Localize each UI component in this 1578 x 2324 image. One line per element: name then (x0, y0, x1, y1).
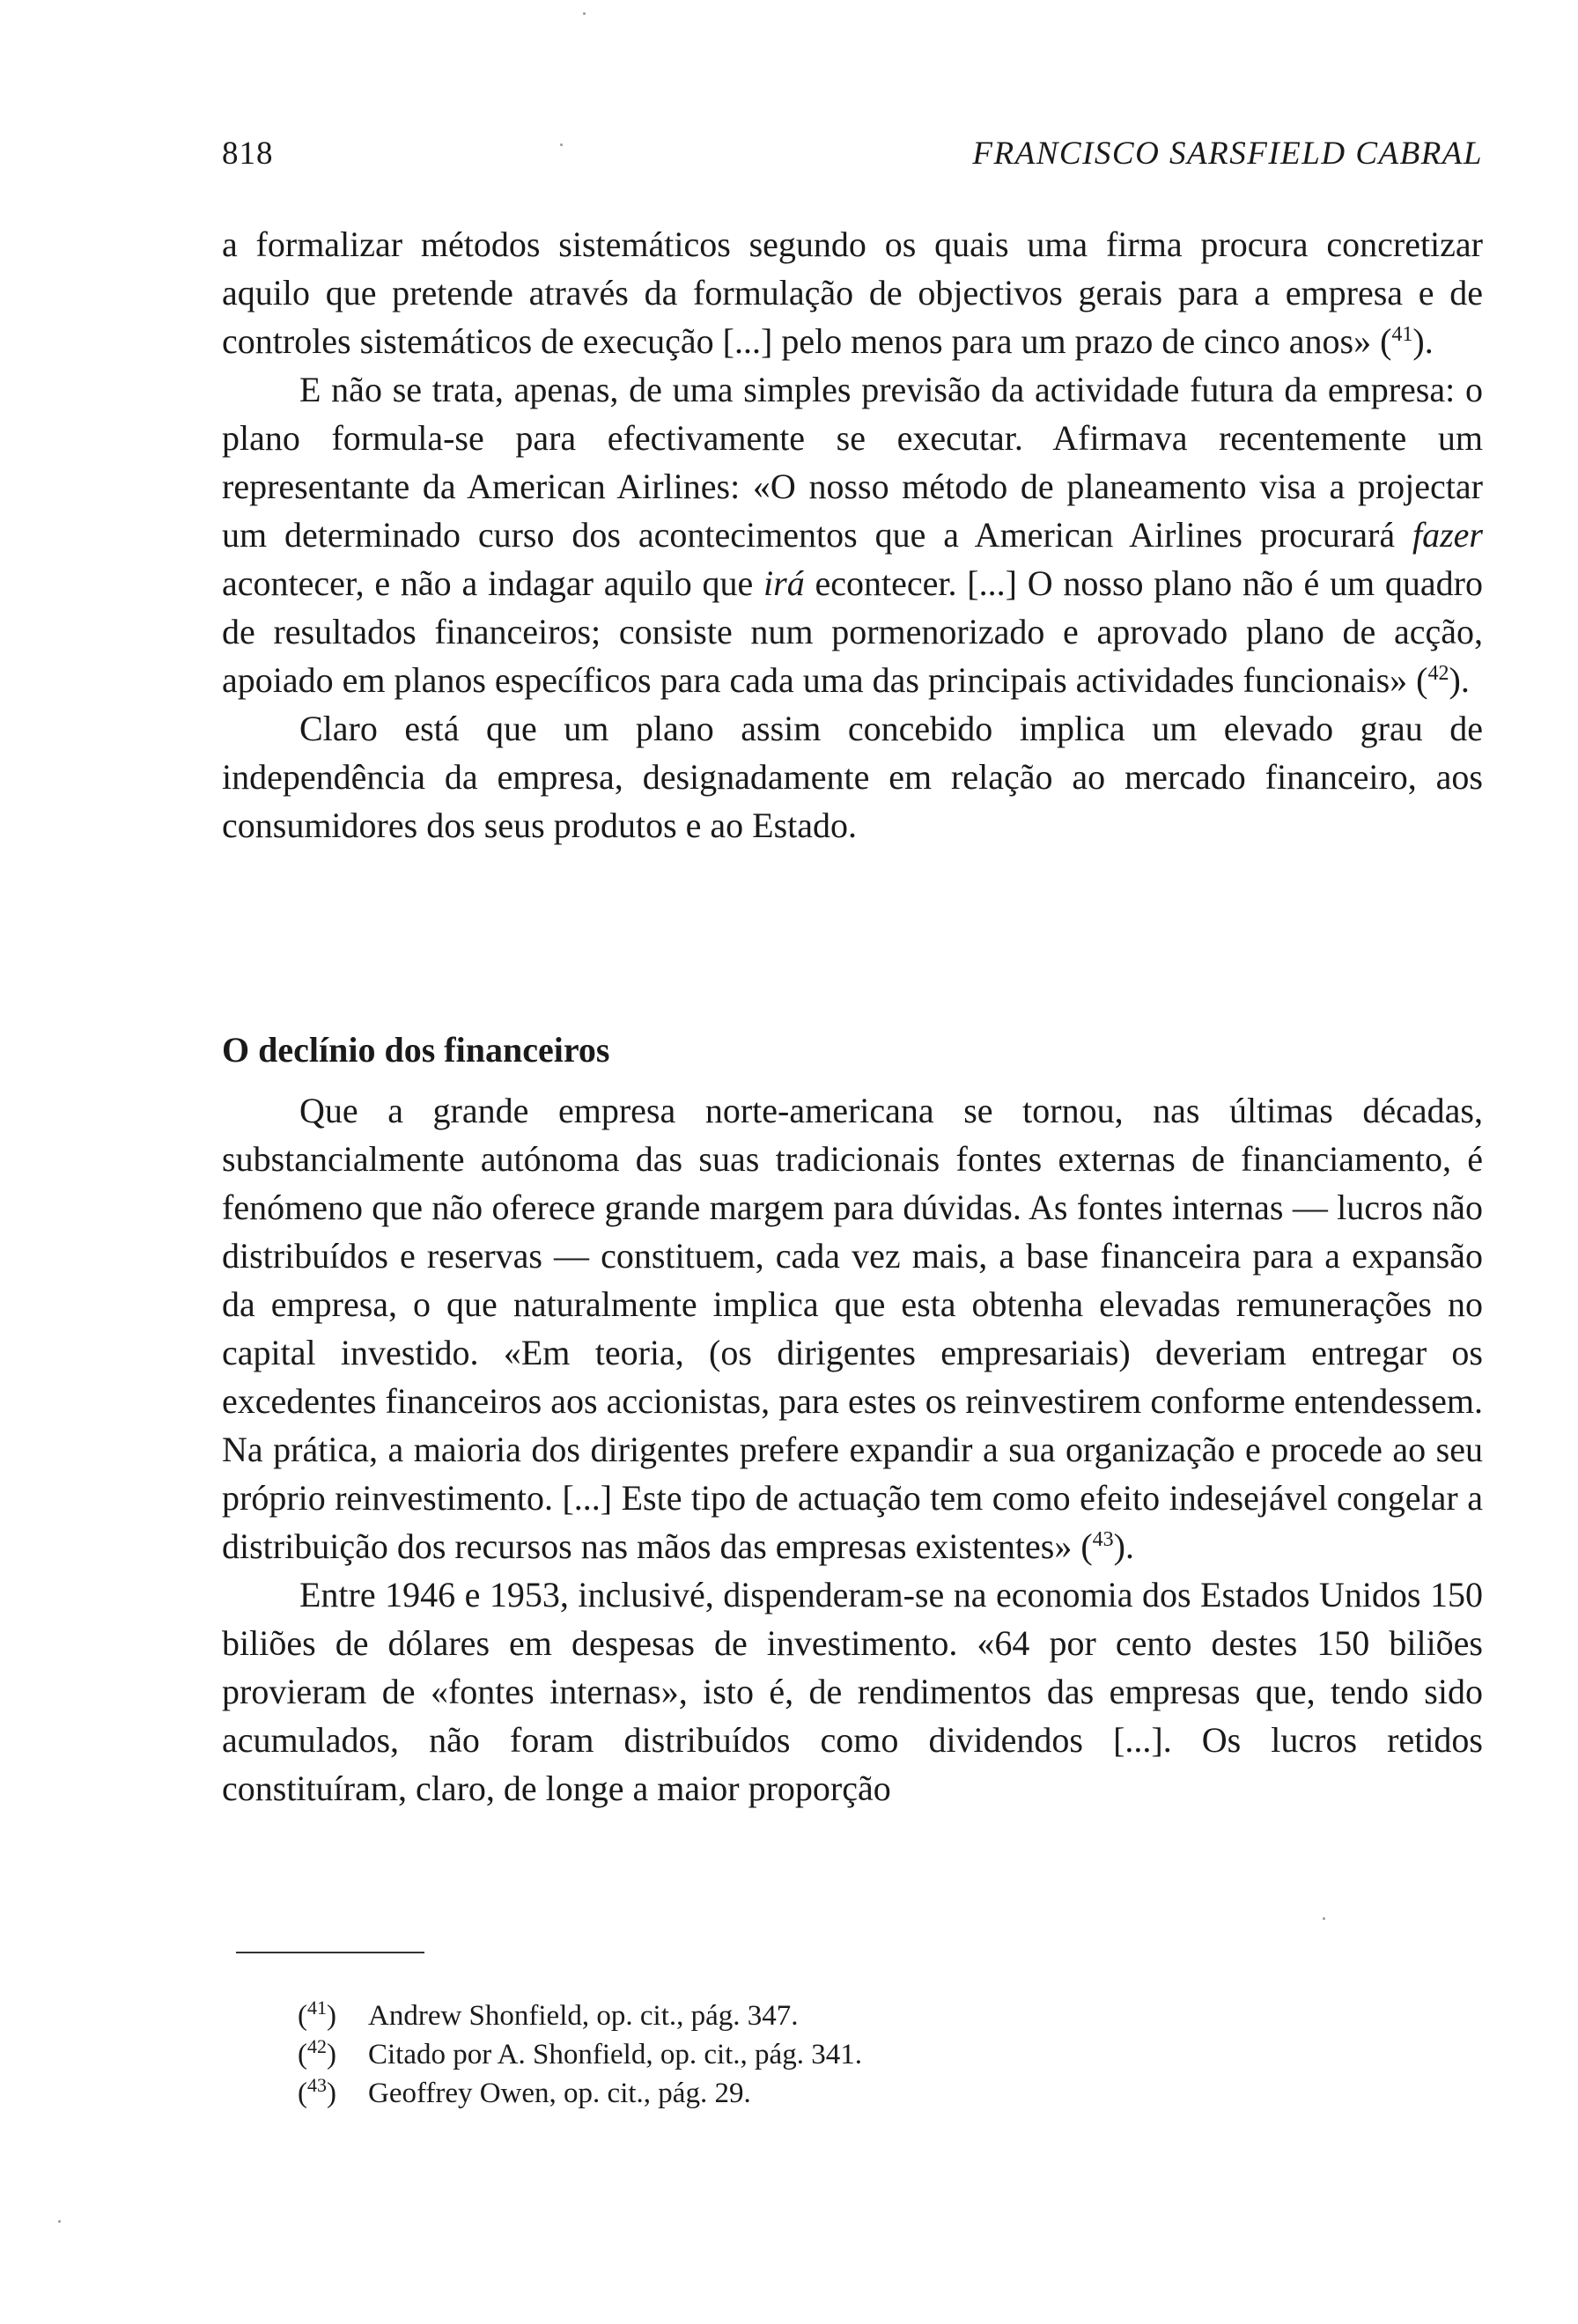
running-head (222, 132, 1483, 176)
paragraph-text: ). (1113, 1526, 1134, 1566)
page-number: 818 (222, 136, 274, 172)
footnote-text: Geoffrey Owen, op. cit., pág. 29. (368, 2078, 751, 2109)
scan-speck (1323, 1917, 1325, 1920)
footnote-41 (298, 1997, 1442, 2035)
paragraph-text: a formalizar métodos sistemáticos segundo os quais uma firma procura concretizar aquilo que pretende através da formulação de objectivos gerais para a empresa e de controles sistemáticos de execução [...] pelo menos para um prazo de cinco anos» ( (222, 224, 1483, 361)
paragraph-investimento: Entre 1946 e 1953, inclusivé, dispenderam-se na economia dos Estados Unidos 150 biliões de dólares em despesas de investimento. «64 por cento destes 150 biliões provieram de «fontes internas», isto é, de rendimentos das empresas que, tendo sido acumulados, não foram distribuídos como dividendos [...]. Os lucros retidos constituíram, claro, de longe a maior proporção (222, 1575, 1483, 1808)
footnote-number: ($^{41}$) (298, 1997, 336, 2032)
footnote-number-text: 41 (307, 1997, 327, 2019)
footnote-number: ($^{43}$) (298, 2074, 336, 2109)
paragraph-text: econtecer. [...] O nosso plano não é um quadro de resultados financeiros; consiste num pormenorizado e aprovado plano de acção, apoiado em planos específicos para cada uma das principais actividades funcionais» ( (222, 563, 1483, 700)
footnote-43 (298, 2074, 1442, 2113)
paragraph-text: E não se trata, apenas, de uma simples previsão da actividade futura da empresa: o plano formula-se para efectivamente se executar. Afirmava recentemente um representante da American Airlines: «O nosso método de planeamento visa a projectar um determinado curso dos acontecimentos que a American Airlines procurará (222, 370, 1483, 555)
footnote-ref-42: 42 (1427, 662, 1449, 685)
footnote-ref-41: 41 (1391, 323, 1413, 346)
running-title: FRANCISCO SARSFIELD CABRAL (972, 136, 1483, 172)
italic-text: irá (763, 563, 805, 603)
section-heading: O declínio dos financeiros (222, 1030, 610, 1070)
footnote-text: Andrew Shonfield, op. cit., pág. 347. (368, 2000, 799, 2032)
paragraph-text: ). (1449, 660, 1470, 700)
footnotes (298, 1997, 1442, 2113)
scan-speck (560, 143, 563, 146)
paragraph-text: Que a grande empresa norte-americana se tornou, nas últimas décadas, substancialmente autónoma das suas tradicionais fontes externas de financiamento, é fenómeno que não oferece grande margem para dúvidas. As fontes internas — lucros não distribuídos e reservas — constituem, cada vez mais, a base financeira para a expansão da empresa, o que naturalmente implica que esta obtenha elevadas remunerações no capital investido. «Em teoria, (os dirigentes empresariais) deveriam entregar os excedentes financeiros aos accionistas, para estes os reinvestirem conforme entendessem. Na prática, a maioria dos dirigentes prefere expandir a sua organização e procede ao seu próprio reinvestimento. [...] Este tipo de actuação tem como efeito indesejável congelar a distribuição dos recursos nas mãos das empresas existentes» ( (222, 1091, 1483, 1566)
paragraph-text: acontecer, e não a indagar aquilo que (222, 563, 764, 603)
footnote-divider (236, 1952, 424, 1953)
scan-speck (583, 12, 586, 15)
footnote-42 (298, 2035, 1442, 2074)
footnote-number-text: 42 (307, 2035, 327, 2057)
italic-text: fazer (1412, 515, 1483, 555)
footnote-number-text: 43 (307, 2074, 327, 2096)
footnote-text: Citado por A. Shonfield, op. cit., pág. 341. (368, 2039, 862, 2070)
paragraph-continuation (222, 220, 1483, 365)
paragraph-grande-empresa (222, 1086, 1483, 1570)
paragraph-american-airlines (222, 365, 1483, 704)
footnote-ref-43: 43 (1092, 1528, 1114, 1551)
body-text-lower (222, 1086, 1483, 1813)
body-text-upper (222, 220, 1483, 849)
footnote-number: ($^{42}$) (298, 2035, 336, 2070)
paragraph-text: ). (1412, 321, 1434, 361)
paragraph-plano: Claro está que um plano assim concebido implica um elevado grau de independência da empresa, designadamente em relação ao mercado financeiro, aos consumidores dos seus produtos e ao Estado. (222, 709, 1483, 845)
scan-speck (58, 2220, 61, 2223)
